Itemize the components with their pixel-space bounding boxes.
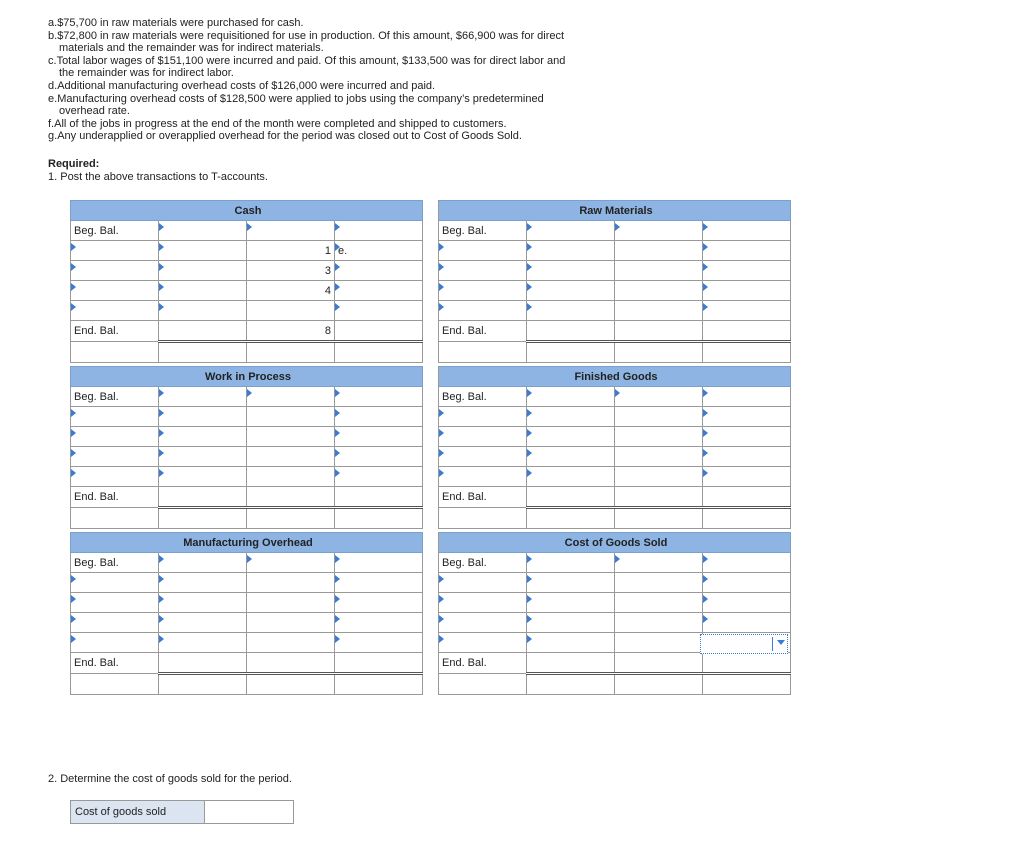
item-a: a.$75,700 in raw materials were purchased for cash. bbox=[48, 17, 304, 29]
entry-arrow-icon bbox=[159, 303, 164, 311]
entry-arrow-icon bbox=[527, 575, 532, 583]
wip-beg-c1[interactable] bbox=[159, 387, 247, 407]
entry-arrow-icon bbox=[247, 555, 252, 563]
entry-arrow-icon bbox=[71, 409, 76, 417]
cash-end-c1[interactable] bbox=[159, 321, 247, 342]
t-accounts-wip-fg bbox=[70, 366, 791, 529]
entry-arrow-icon bbox=[335, 449, 340, 457]
entry-arrow-icon bbox=[335, 223, 340, 231]
moh-end-c1[interactable] bbox=[159, 653, 247, 674]
entry-arrow-icon bbox=[527, 615, 532, 623]
cogs-e3-c3[interactable] bbox=[703, 613, 791, 633]
entry-arrow-icon bbox=[335, 243, 340, 251]
chevron-down-icon bbox=[777, 640, 785, 645]
cash-e4-c1[interactable] bbox=[159, 301, 247, 321]
cash-e4-c0[interactable] bbox=[71, 301, 159, 321]
entry-arrow-icon bbox=[615, 223, 620, 231]
entry-arrow-icon bbox=[71, 429, 76, 437]
entry-arrow-icon bbox=[703, 575, 708, 583]
entry-arrow-icon bbox=[335, 575, 340, 583]
wip-e1-c0[interactable] bbox=[71, 407, 159, 427]
moh-e2-c2[interactable] bbox=[247, 593, 335, 613]
wip-e3-c0[interactable] bbox=[71, 447, 159, 467]
moh-e4-c1[interactable] bbox=[159, 633, 247, 653]
wip-e2-c3[interactable] bbox=[335, 427, 423, 447]
raw-e3-c3[interactable] bbox=[703, 281, 791, 301]
cogs-answer-label: Cost of goods sold bbox=[71, 801, 205, 824]
cogs-header: Cost of Goods Sold bbox=[439, 533, 791, 553]
fg-end-c1[interactable] bbox=[527, 487, 615, 508]
entry-arrow-icon bbox=[527, 303, 532, 311]
entry-arrow-icon bbox=[439, 449, 444, 457]
entry-arrow-icon bbox=[703, 303, 708, 311]
cash-beg-c2[interactable] bbox=[247, 221, 335, 241]
entry-arrow-icon bbox=[159, 555, 164, 563]
cash-end-c3[interactable] bbox=[335, 321, 423, 342]
entry-arrow-icon bbox=[527, 555, 532, 563]
raw-e2-c3[interactable] bbox=[703, 261, 791, 281]
item-f: f.All of the jobs in progress at the end of the month were completed and shipped to customers. bbox=[48, 117, 507, 130]
cogs-answer-input[interactable] bbox=[205, 801, 294, 824]
cash-e3-c1[interactable] bbox=[159, 281, 247, 301]
cash-e4-c2[interactable] bbox=[247, 301, 335, 321]
entry-arrow-icon bbox=[439, 283, 444, 291]
wip-beg-label: Beg. Bal. bbox=[71, 387, 159, 407]
raw-e1-c3[interactable] bbox=[703, 241, 791, 261]
raw-e1-c0[interactable] bbox=[439, 241, 527, 261]
cash-e2-c2[interactable]: 3 bbox=[247, 261, 335, 281]
cogs-e2-c0[interactable] bbox=[439, 593, 527, 613]
cash-e1-c2[interactable]: 1 bbox=[247, 241, 335, 261]
cogs-e3-c0[interactable] bbox=[439, 613, 527, 633]
fg-e1-c0[interactable] bbox=[439, 407, 527, 427]
entry-arrow-icon bbox=[703, 409, 708, 417]
fg-beg-c3[interactable] bbox=[703, 387, 791, 407]
entry-arrow-icon bbox=[527, 243, 532, 251]
t-accounts-cash-raw bbox=[70, 200, 791, 363]
cogs-e3-c2[interactable] bbox=[615, 613, 703, 633]
cogs-adjustment-dropdown[interactable] bbox=[700, 634, 788, 654]
cash-e2-c1[interactable] bbox=[159, 261, 247, 281]
cogs-e1-c1[interactable] bbox=[527, 573, 615, 593]
entry-arrow-icon bbox=[703, 223, 708, 231]
cogs-beg-c3[interactable] bbox=[703, 553, 791, 573]
fg-e2-c0[interactable] bbox=[439, 427, 527, 447]
wip-end-c2[interactable] bbox=[247, 487, 335, 508]
moh-e2-c3[interactable] bbox=[335, 593, 423, 613]
entry-arrow-icon bbox=[527, 635, 532, 643]
fg-e1-c3[interactable] bbox=[703, 407, 791, 427]
fg-e3-c2[interactable] bbox=[615, 447, 703, 467]
entry-arrow-icon bbox=[703, 615, 708, 623]
finished-goods-header: Finished Goods bbox=[439, 367, 791, 387]
wip-e1-c3[interactable] bbox=[335, 407, 423, 427]
entry-arrow-icon bbox=[527, 595, 532, 603]
cash-beg-c1[interactable] bbox=[159, 221, 247, 241]
raw-end-c3[interactable] bbox=[703, 321, 791, 342]
entry-arrow-icon bbox=[703, 449, 708, 457]
entry-arrow-icon bbox=[335, 263, 340, 271]
entry-arrow-icon bbox=[703, 283, 708, 291]
entry-arrow-icon bbox=[71, 635, 76, 643]
entry-arrow-icon bbox=[159, 469, 164, 477]
cogs-e4-c1[interactable] bbox=[527, 633, 615, 653]
cogs-e4-c2[interactable] bbox=[615, 633, 703, 653]
raw-beg-c2[interactable] bbox=[615, 221, 703, 241]
entry-arrow-icon bbox=[439, 243, 444, 251]
entry-arrow-icon bbox=[703, 263, 708, 271]
cash-e2-c0[interactable] bbox=[71, 261, 159, 281]
raw-beg-c1[interactable] bbox=[527, 221, 615, 241]
cogs-e4-c0[interactable] bbox=[439, 633, 527, 653]
cash-e3-c0[interactable] bbox=[71, 281, 159, 301]
fg-e1-c2[interactable] bbox=[615, 407, 703, 427]
wip-e4-c1[interactable] bbox=[159, 467, 247, 487]
cash-e1-c1[interactable] bbox=[159, 241, 247, 261]
raw-e4-c0[interactable] bbox=[439, 301, 527, 321]
wip-e2-c0[interactable] bbox=[71, 427, 159, 447]
raw-materials-header: Raw Materials bbox=[439, 201, 791, 221]
moh-e2-c0[interactable] bbox=[71, 593, 159, 613]
raw-e1-c1[interactable] bbox=[527, 241, 615, 261]
moh-beg-c1[interactable] bbox=[159, 553, 247, 573]
entry-arrow-icon bbox=[335, 409, 340, 417]
fg-end-c2[interactable] bbox=[615, 487, 703, 508]
fg-e3-c3[interactable] bbox=[703, 447, 791, 467]
entry-arrow-icon bbox=[439, 615, 444, 623]
entry-arrow-icon bbox=[703, 555, 708, 563]
entry-arrow-icon bbox=[335, 555, 340, 563]
fg-e4-c2[interactable] bbox=[615, 467, 703, 487]
cash-e3-c2[interactable]: 4 bbox=[247, 281, 335, 301]
fg-e2-c1[interactable] bbox=[527, 427, 615, 447]
cash-e2-c3[interactable] bbox=[335, 261, 423, 281]
cogs-beg-label: Beg. Bal. bbox=[439, 553, 527, 573]
item-c: c.Total labor wages of $151,100 were incurred and paid. Of this amount, $133,500 was for direct labor and the remainder was for indirect labor. bbox=[48, 54, 566, 80]
raw-e4-c3[interactable] bbox=[703, 301, 791, 321]
raw-e4-c2[interactable] bbox=[615, 301, 703, 321]
raw-beg-label: Beg. Bal. bbox=[439, 221, 527, 241]
wip-e3-c2[interactable] bbox=[247, 447, 335, 467]
entry-arrow-icon bbox=[159, 635, 164, 643]
wip-e1-c1[interactable] bbox=[159, 407, 247, 427]
entry-arrow-icon bbox=[703, 389, 708, 397]
raw-e1-c2[interactable] bbox=[615, 241, 703, 261]
fg-e2-c2[interactable] bbox=[615, 427, 703, 447]
cogs-e2-c3[interactable] bbox=[703, 593, 791, 613]
entry-arrow-icon bbox=[527, 409, 532, 417]
moh-end-c2[interactable] bbox=[247, 653, 335, 674]
cogs-e1-c3[interactable] bbox=[703, 573, 791, 593]
moh-e1-c2[interactable] bbox=[247, 573, 335, 593]
entry-arrow-icon bbox=[159, 223, 164, 231]
entry-arrow-icon bbox=[439, 575, 444, 583]
cash-header: Cash bbox=[71, 201, 423, 221]
entry-arrow-icon bbox=[615, 389, 620, 397]
moh-e4-c2[interactable] bbox=[247, 633, 335, 653]
entry-arrow-icon bbox=[439, 429, 444, 437]
moh-beg-c3[interactable] bbox=[335, 553, 423, 573]
moh-e1-c0[interactable] bbox=[71, 573, 159, 593]
entry-arrow-icon bbox=[71, 283, 76, 291]
entry-arrow-icon bbox=[71, 615, 76, 623]
cogs-end-c3[interactable] bbox=[703, 653, 791, 674]
raw-end-c2[interactable] bbox=[615, 321, 703, 342]
cash-end-label: End. Bal. bbox=[71, 321, 159, 342]
problem-statement bbox=[48, 17, 648, 143]
moh-beg-label: Beg. Bal. bbox=[71, 553, 159, 573]
raw-e4-c1[interactable] bbox=[527, 301, 615, 321]
cogs-e3-c1[interactable] bbox=[527, 613, 615, 633]
wip-header: Work in Process bbox=[71, 367, 423, 387]
fg-e1-c1[interactable] bbox=[527, 407, 615, 427]
entry-arrow-icon bbox=[335, 615, 340, 623]
entry-arrow-icon bbox=[159, 263, 164, 271]
moh-e4-c3[interactable] bbox=[335, 633, 423, 653]
cash-end-c2[interactable]: 8 bbox=[247, 321, 335, 342]
item-d: d.Additional manufacturing overhead costs of $126,000 were incurred and paid. bbox=[48, 79, 436, 92]
entry-arrow-icon bbox=[71, 449, 76, 457]
entry-arrow-icon bbox=[439, 469, 444, 477]
entry-arrow-icon bbox=[335, 389, 340, 397]
entry-arrow-icon bbox=[335, 429, 340, 437]
moh-beg-c2[interactable] bbox=[247, 553, 335, 573]
entry-arrow-icon bbox=[527, 283, 532, 291]
item-g: g.Any underapplied or overapplied overhead for the period was closed out to Cost of Goods Sold. bbox=[48, 130, 522, 143]
fg-end-label: End. Bal. bbox=[439, 487, 527, 508]
entry-arrow-icon bbox=[527, 449, 532, 457]
entry-arrow-icon bbox=[159, 389, 164, 397]
entry-arrow-icon bbox=[335, 283, 340, 291]
wip-e4-c2[interactable] bbox=[247, 467, 335, 487]
entry-arrow-icon bbox=[439, 635, 444, 643]
required-title: Required: bbox=[48, 158, 100, 170]
cogs-beg-c1[interactable] bbox=[527, 553, 615, 573]
cogs-end-c2[interactable] bbox=[615, 653, 703, 674]
entry-arrow-icon bbox=[335, 595, 340, 603]
entry-arrow-icon bbox=[159, 429, 164, 437]
entry-arrow-icon bbox=[71, 303, 76, 311]
moh-e3-c0[interactable] bbox=[71, 613, 159, 633]
cogs-e1-c0[interactable] bbox=[439, 573, 527, 593]
wip-end-c3[interactable] bbox=[335, 487, 423, 508]
fg-beg-c1[interactable] bbox=[527, 387, 615, 407]
entry-arrow-icon bbox=[335, 635, 340, 643]
entry-arrow-icon bbox=[335, 469, 340, 477]
required-part-2: 2. Determine the cost of goods sold for the period. bbox=[48, 773, 292, 785]
fg-beg-c2[interactable] bbox=[615, 387, 703, 407]
entry-arrow-icon bbox=[71, 595, 76, 603]
moh-e1-c1[interactable] bbox=[159, 573, 247, 593]
fg-end-c3[interactable] bbox=[703, 487, 791, 508]
entry-arrow-icon bbox=[439, 303, 444, 311]
entry-arrow-icon bbox=[159, 243, 164, 251]
moh-e3-c2[interactable] bbox=[247, 613, 335, 633]
item-e: e.Manufacturing overhead costs of $128,500 were applied to jobs using the company’s predetermined overhead rate. bbox=[48, 92, 544, 118]
wip-e1-c2[interactable] bbox=[247, 407, 335, 427]
wip-beg-c2[interactable] bbox=[247, 387, 335, 407]
moh-e3-c1[interactable] bbox=[159, 613, 247, 633]
moh-end-c3[interactable] bbox=[335, 653, 423, 674]
moh-e4-c0[interactable] bbox=[71, 633, 159, 653]
cash-e1-c3[interactable]: e. bbox=[335, 241, 423, 261]
wip-e4-c3[interactable] bbox=[335, 467, 423, 487]
wip-e2-c1[interactable] bbox=[159, 427, 247, 447]
fg-e3-c0[interactable] bbox=[439, 447, 527, 467]
entry-arrow-icon bbox=[247, 223, 252, 231]
entry-arrow-icon bbox=[527, 429, 532, 437]
entry-arrow-icon bbox=[71, 575, 76, 583]
cogs-end-label: End. Bal. bbox=[439, 653, 527, 674]
entry-arrow-icon bbox=[527, 223, 532, 231]
entry-arrow-icon bbox=[159, 449, 164, 457]
entry-arrow-icon bbox=[527, 263, 532, 271]
raw-e3-c2[interactable] bbox=[615, 281, 703, 301]
wip-e3-c1[interactable] bbox=[159, 447, 247, 467]
entry-arrow-icon bbox=[703, 429, 708, 437]
entry-arrow-icon bbox=[703, 243, 708, 251]
entry-arrow-icon bbox=[439, 595, 444, 603]
cash-e3-c3[interactable] bbox=[335, 281, 423, 301]
cash-beg-c3[interactable] bbox=[335, 221, 423, 241]
item-b: b.$72,800 in raw materials were requisitioned for use in production. Of this amount, $66,900 was for direct materials and the remainder was for indirect materials. bbox=[48, 29, 565, 55]
cash-beg-label: Beg. Bal. bbox=[71, 221, 159, 241]
entry-arrow-icon bbox=[159, 595, 164, 603]
entry-arrow-icon bbox=[527, 389, 532, 397]
cogs-e1-c2[interactable] bbox=[615, 573, 703, 593]
cash-e4-c3[interactable] bbox=[335, 301, 423, 321]
entry-arrow-icon bbox=[703, 595, 708, 603]
fg-e3-c1[interactable] bbox=[527, 447, 615, 467]
required-part-1: 1. Post the above transactions to T-accounts. bbox=[48, 171, 268, 183]
entry-arrow-icon bbox=[71, 243, 76, 251]
cogs-e2-c2[interactable] bbox=[615, 593, 703, 613]
fg-e4-c0[interactable] bbox=[439, 467, 527, 487]
raw-e2-c1[interactable] bbox=[527, 261, 615, 281]
cash-e1-c0[interactable] bbox=[71, 241, 159, 261]
t-accounts-moh-cogs bbox=[70, 532, 791, 695]
fg-beg-label: Beg. Bal. bbox=[439, 387, 527, 407]
entry-arrow-icon bbox=[335, 303, 340, 311]
fg-e4-c1[interactable] bbox=[527, 467, 615, 487]
entry-arrow-icon bbox=[71, 263, 76, 271]
entry-arrow-icon bbox=[159, 575, 164, 583]
wip-end-label: End. Bal. bbox=[71, 487, 159, 508]
raw-end-c1[interactable] bbox=[527, 321, 615, 342]
entry-arrow-icon bbox=[703, 469, 708, 477]
entry-arrow-icon bbox=[159, 283, 164, 291]
cogs-end-c1[interactable] bbox=[527, 653, 615, 674]
wip-e3-c3[interactable] bbox=[335, 447, 423, 467]
moh-e2-c1[interactable] bbox=[159, 593, 247, 613]
moh-e1-c3[interactable] bbox=[335, 573, 423, 593]
raw-e3-c1[interactable] bbox=[527, 281, 615, 301]
moh-header: Manufacturing Overhead bbox=[71, 533, 423, 553]
wip-beg-c3[interactable] bbox=[335, 387, 423, 407]
cogs-answer-box bbox=[70, 800, 294, 824]
moh-end-label: End. Bal. bbox=[71, 653, 159, 674]
wip-end-c1[interactable] bbox=[159, 487, 247, 508]
cogs-e2-c1[interactable] bbox=[527, 593, 615, 613]
raw-beg-c3[interactable] bbox=[703, 221, 791, 241]
raw-e3-c0[interactable] bbox=[439, 281, 527, 301]
entry-arrow-icon bbox=[159, 615, 164, 623]
wip-e4-c0[interactable] bbox=[71, 467, 159, 487]
entry-arrow-icon bbox=[247, 389, 252, 397]
raw-e2-c2[interactable] bbox=[615, 261, 703, 281]
raw-end-label: End. Bal. bbox=[439, 321, 527, 342]
fg-e2-c3[interactable] bbox=[703, 427, 791, 447]
raw-e2-c0[interactable] bbox=[439, 261, 527, 281]
entry-arrow-icon bbox=[439, 263, 444, 271]
fg-e4-c3[interactable] bbox=[703, 467, 791, 487]
entry-arrow-icon bbox=[615, 555, 620, 563]
cogs-beg-c2[interactable] bbox=[615, 553, 703, 573]
wip-e2-c2[interactable] bbox=[247, 427, 335, 447]
entry-arrow-icon bbox=[439, 409, 444, 417]
entry-arrow-icon bbox=[527, 469, 532, 477]
moh-e3-c3[interactable] bbox=[335, 613, 423, 633]
entry-arrow-icon bbox=[71, 469, 76, 477]
entry-arrow-icon bbox=[159, 409, 164, 417]
